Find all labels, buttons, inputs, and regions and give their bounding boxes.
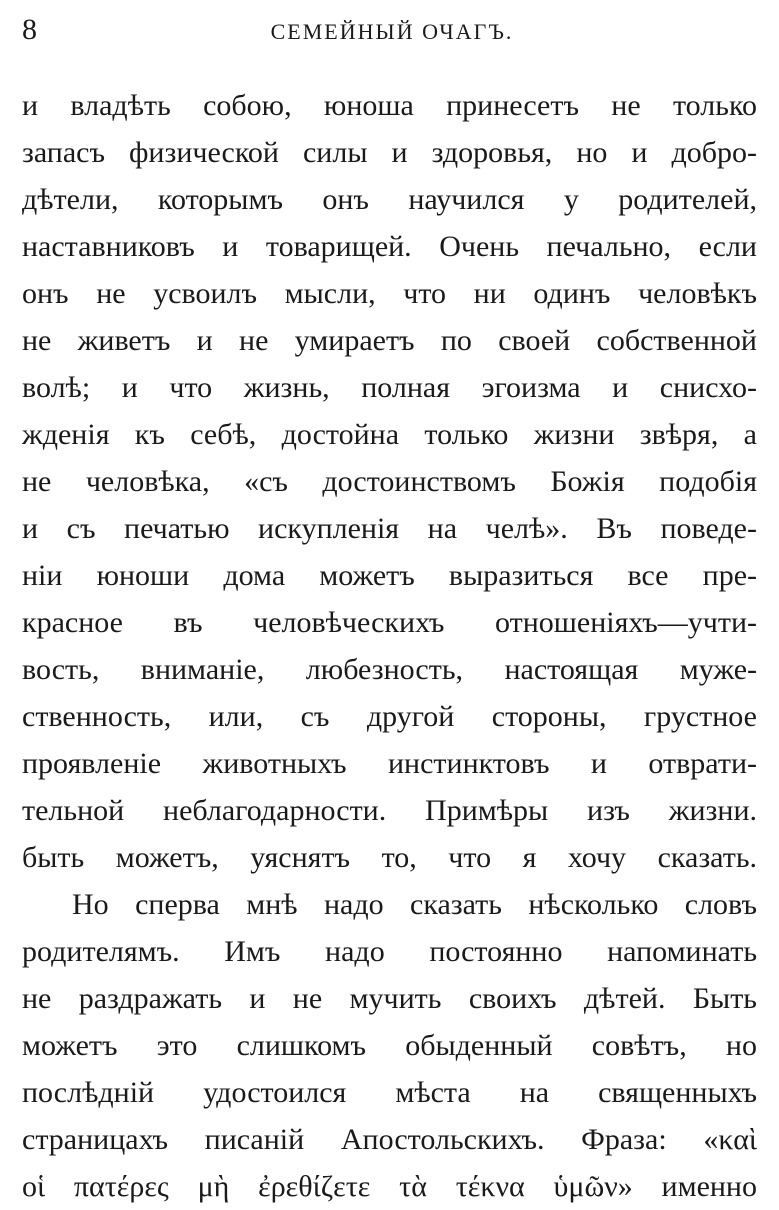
text-line: и съ печатью искупленія на челѣ». Въ поведе- — [22, 512, 757, 545]
text-line: красное въ человѣческихъ отношеніяхъ—учти- — [22, 606, 757, 639]
text-line: οἱ πατέρες μὴ ἐρεθίζετε τὰ τέκνα ὑμῶν» именно — [22, 1170, 757, 1203]
page-number: 8 — [22, 13, 37, 46]
text-line: вость, вниманіе, любезность, настоящая муже- — [22, 653, 757, 686]
text-line: ніи юноши дома можетъ выразиться все пре- — [22, 559, 757, 592]
body-text — [22, 82, 757, 1210]
text-line: тельной неблагодарности. Примѣры изъ жизни. — [22, 794, 757, 827]
paragraph-first-line: Но сперва мнѣ надо сказать нѣсколько словъ — [72, 888, 757, 921]
text-line: и владѣть собою, юноша принесетъ не только — [22, 89, 757, 122]
text-line: послѣдній удостоился мѣста на священныхъ — [22, 1076, 757, 1109]
text-line: не раздражать и не мучить своихъ дѣтей. Быть — [22, 982, 757, 1015]
text-line: быть можетъ, уяснятъ то, что я хочу сказать. — [22, 841, 757, 874]
text-line: страницахъ писаній Апостольскихъ. Фраза: «καὶ — [22, 1123, 757, 1156]
text-line: наставниковъ и товарищей. Очень печально, если — [22, 230, 757, 263]
text-line: проявленіе животныхъ инстинктовъ и отврати- — [22, 747, 757, 780]
text-line: жденія къ себѣ, достойна только жизни звѣря, а — [22, 418, 757, 451]
text-line: волѣ; и что жизнь, полная эгоизма и снисхо- — [22, 371, 757, 404]
text-line: можетъ это слишкомъ обыденный совѣтъ, но — [22, 1029, 757, 1062]
text-line: не живетъ и не умираетъ по своей собственной — [22, 324, 757, 357]
page-header — [22, 8, 762, 52]
text-line: не человѣка, «съ достоинствомъ Божія подобія — [22, 465, 757, 498]
text-line: родителямъ. Имъ надо постоянно напоминать — [22, 935, 757, 968]
text-line: запасъ физической силы и здоровья, но и добро- — [22, 136, 757, 169]
text-line: ственность, или, съ другой стороны, грустное — [22, 700, 757, 733]
running-title: СЕМЕЙНЫЙ ОЧАГЪ. — [270, 19, 514, 44]
text-line: дѣтели, которымъ онъ научился у родителей, — [22, 183, 757, 216]
text-line: онъ не усвоилъ мысли, что ни одинъ человѣкъ — [22, 277, 757, 310]
